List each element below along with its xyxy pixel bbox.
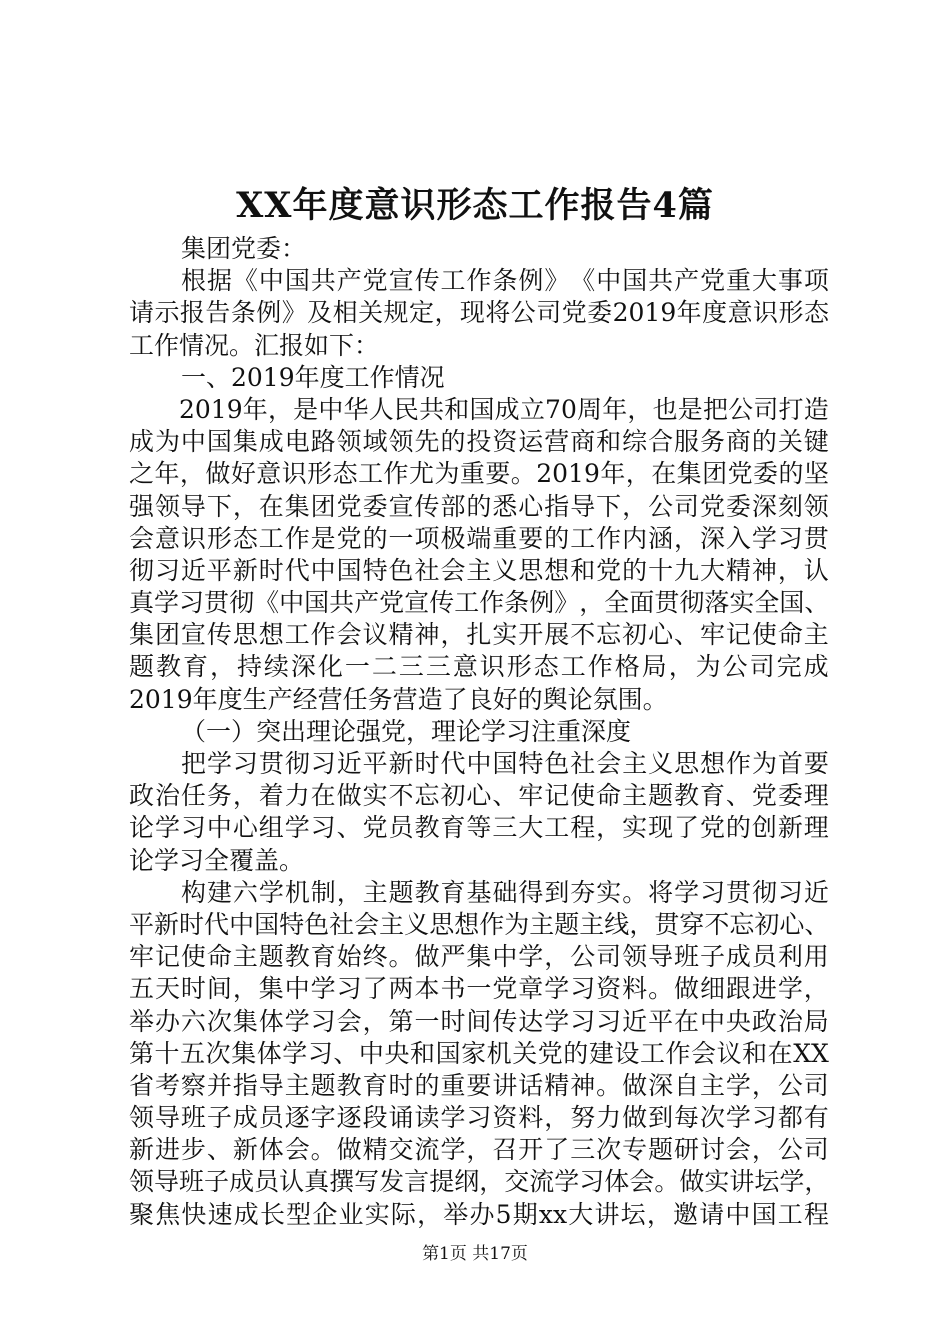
body-line: 政 治 任 务 ， 着 力 在 做 实 不 忘 初 心 、 牢 记 使 命 主 题 教 育 、 党 委 理: [129, 781, 829, 811]
body-line: 论学习全覆盖。: [129, 845, 305, 875]
body-line: 平 新 时 代 中 国 特 色 社 会 主 义 思 想 作 为 主 题 主 线 ， 贯 穿 不 忘 初 心 、: [129, 909, 830, 939]
body-line: 论 学 习 中 心 组 学 习 、 党 员 教 育 等 三 大 工 程 ， 实 现 了 党 的 创 新 理: [129, 813, 829, 843]
body-line: 题 教 育 ， 持 续 深 化 一 二 三 三 意 识 形 态 工 作 格 局 ， 为 公 司 完 成: [129, 652, 829, 682]
body-line: 成 为 中 国 集 成 电 路 领 域 领 先 的 投 资 运 营 商 和 综 合 服 务 商 的 关 键: [129, 427, 829, 457]
body-line: 工作情况。汇报如下：: [129, 330, 380, 360]
body-line: 省 考 察 并 指 导 主 题 教 育 时 的 重 要 讲 话 精 神 。 做 深 自 主 学 ， 公 司: [129, 1070, 829, 1100]
page-footer: 第1页 共17页: [422, 1244, 528, 1264]
body-line: 领 导 班 子 成 员 认 真 撰 写 发 言 提 纲 ， 交 流 学 习 体 会 。 做 实 讲 坛 学 ，: [129, 1167, 830, 1197]
body-line: 根 据 《 中 国 共 产 党 宣 传 工 作 条 例 》 《 中 国 共 产 党 重 大 事 项: [181, 266, 829, 296]
body-line: 领 导 班 子 成 员 逐 字 逐 段 诵 读 学 习 资 料 ， 努 力 做 到 每 次 学 习 都 有: [129, 1103, 829, 1133]
body-line: 2019 年 ， 是 中 华 人 民 共 和 国 成 立 70 周 年 ， 也 是 把 公 司 打 造: [179, 394, 829, 424]
body-line: 之 年 ， 做 好 意 识 形 态 工 作 尤 为 重 要 。 2019 年 ， 在 集 团 党 委 的 坚: [129, 459, 829, 489]
body-line: 彻 习 近 平 新 时 代 中 国 特 色 社 会 主 义 思 想 和 党 的 十 九 大 精 神 ， 认: [129, 555, 829, 585]
body-line: 把 学 习 贯 彻 习 近 平 新 时 代 中 国 特 色 社 会 主 义 思 想 作 为 首 要: [181, 749, 829, 778]
body-line: 强 领 导 下 ， 在 集 团 党 委 宣 传 部 的 悉 心 指 导 下 ， 公 司 党 委 深 刻 领: [129, 491, 829, 521]
body-line: 举 办 六 次 集 体 学 习 会 ， 第 一 时 间 传 达 学 习 习 近 平 在 中 央 政 治 局: [129, 1006, 829, 1036]
body-line: 会 意 识 形 态 工 作 是 党 的 一 项 极 端 重 要 的 工 作 内 涵 ， 深 入 学 习 贯: [129, 523, 829, 553]
body-line: 构 建 六 学 机 制 ， 主 题 教 育 基 础 得 到 夯 实 。 将 学 习 贯 彻 习 近: [181, 877, 829, 907]
document-title: XX年度意识形态工作报告4篇: [236, 185, 714, 226]
body-line: 牢 记 使 命 主 题 教 育 始 终 。 做 严 集 中 学 ， 公 司 领 导 班 子 成 员 利 用: [129, 942, 829, 972]
body-line: 2019年度生产经营任务营造了良好的舆论氛围。: [129, 684, 668, 714]
body-line: 聚 焦 快 速 成 长 型 企 业 实 际 ， 举 办 5 期 xx 大 讲 坛 ， 邀 请 中 国 工 程: [129, 1199, 829, 1229]
body-line: 第 十 五 次 集 体 学 习 、 中 央 和 国 家 机 关 党 的 建 设 工 作 会 议 和 在 XX: [129, 1038, 829, 1068]
body-line: 请 示 报 告 条 例 》 及 相 关 规 定 ， 现 将 公 司 党 委 2019 年 度 意 识 形 态: [129, 298, 829, 328]
document-body: [129, 233, 829, 1231]
body-line: 真 学 习 贯 彻 《 中 国 共 产 党 宣 传 工 作 条 例 》 ， 全 面 贯 彻 落 实 全 国 、: [129, 588, 830, 618]
body-line: 五 天 时 间 ， 集 中 学 习 了 两 本 书 一 党 章 学 习 资 料 。 做 细 跟 进 学 ，: [129, 974, 829, 1004]
body-line: 集 团 宣 传 思 想 工 作 会 议 精 神 ， 扎 实 开 展 不 忘 初 心 、 牢 记 使 命 主: [129, 620, 829, 650]
body-line: 一、2019年度工作情况: [181, 362, 445, 392]
body-line: （一）突出理论强党，理论学习注重深度: [181, 716, 632, 746]
body-line: 新 进 步 、 新 体 会 。 做 精 交 流 学 ， 召 开 了 三 次 专 题 研 讨 会 ， 公 司: [129, 1135, 829, 1165]
body-line: 集团党委：: [181, 234, 307, 263]
